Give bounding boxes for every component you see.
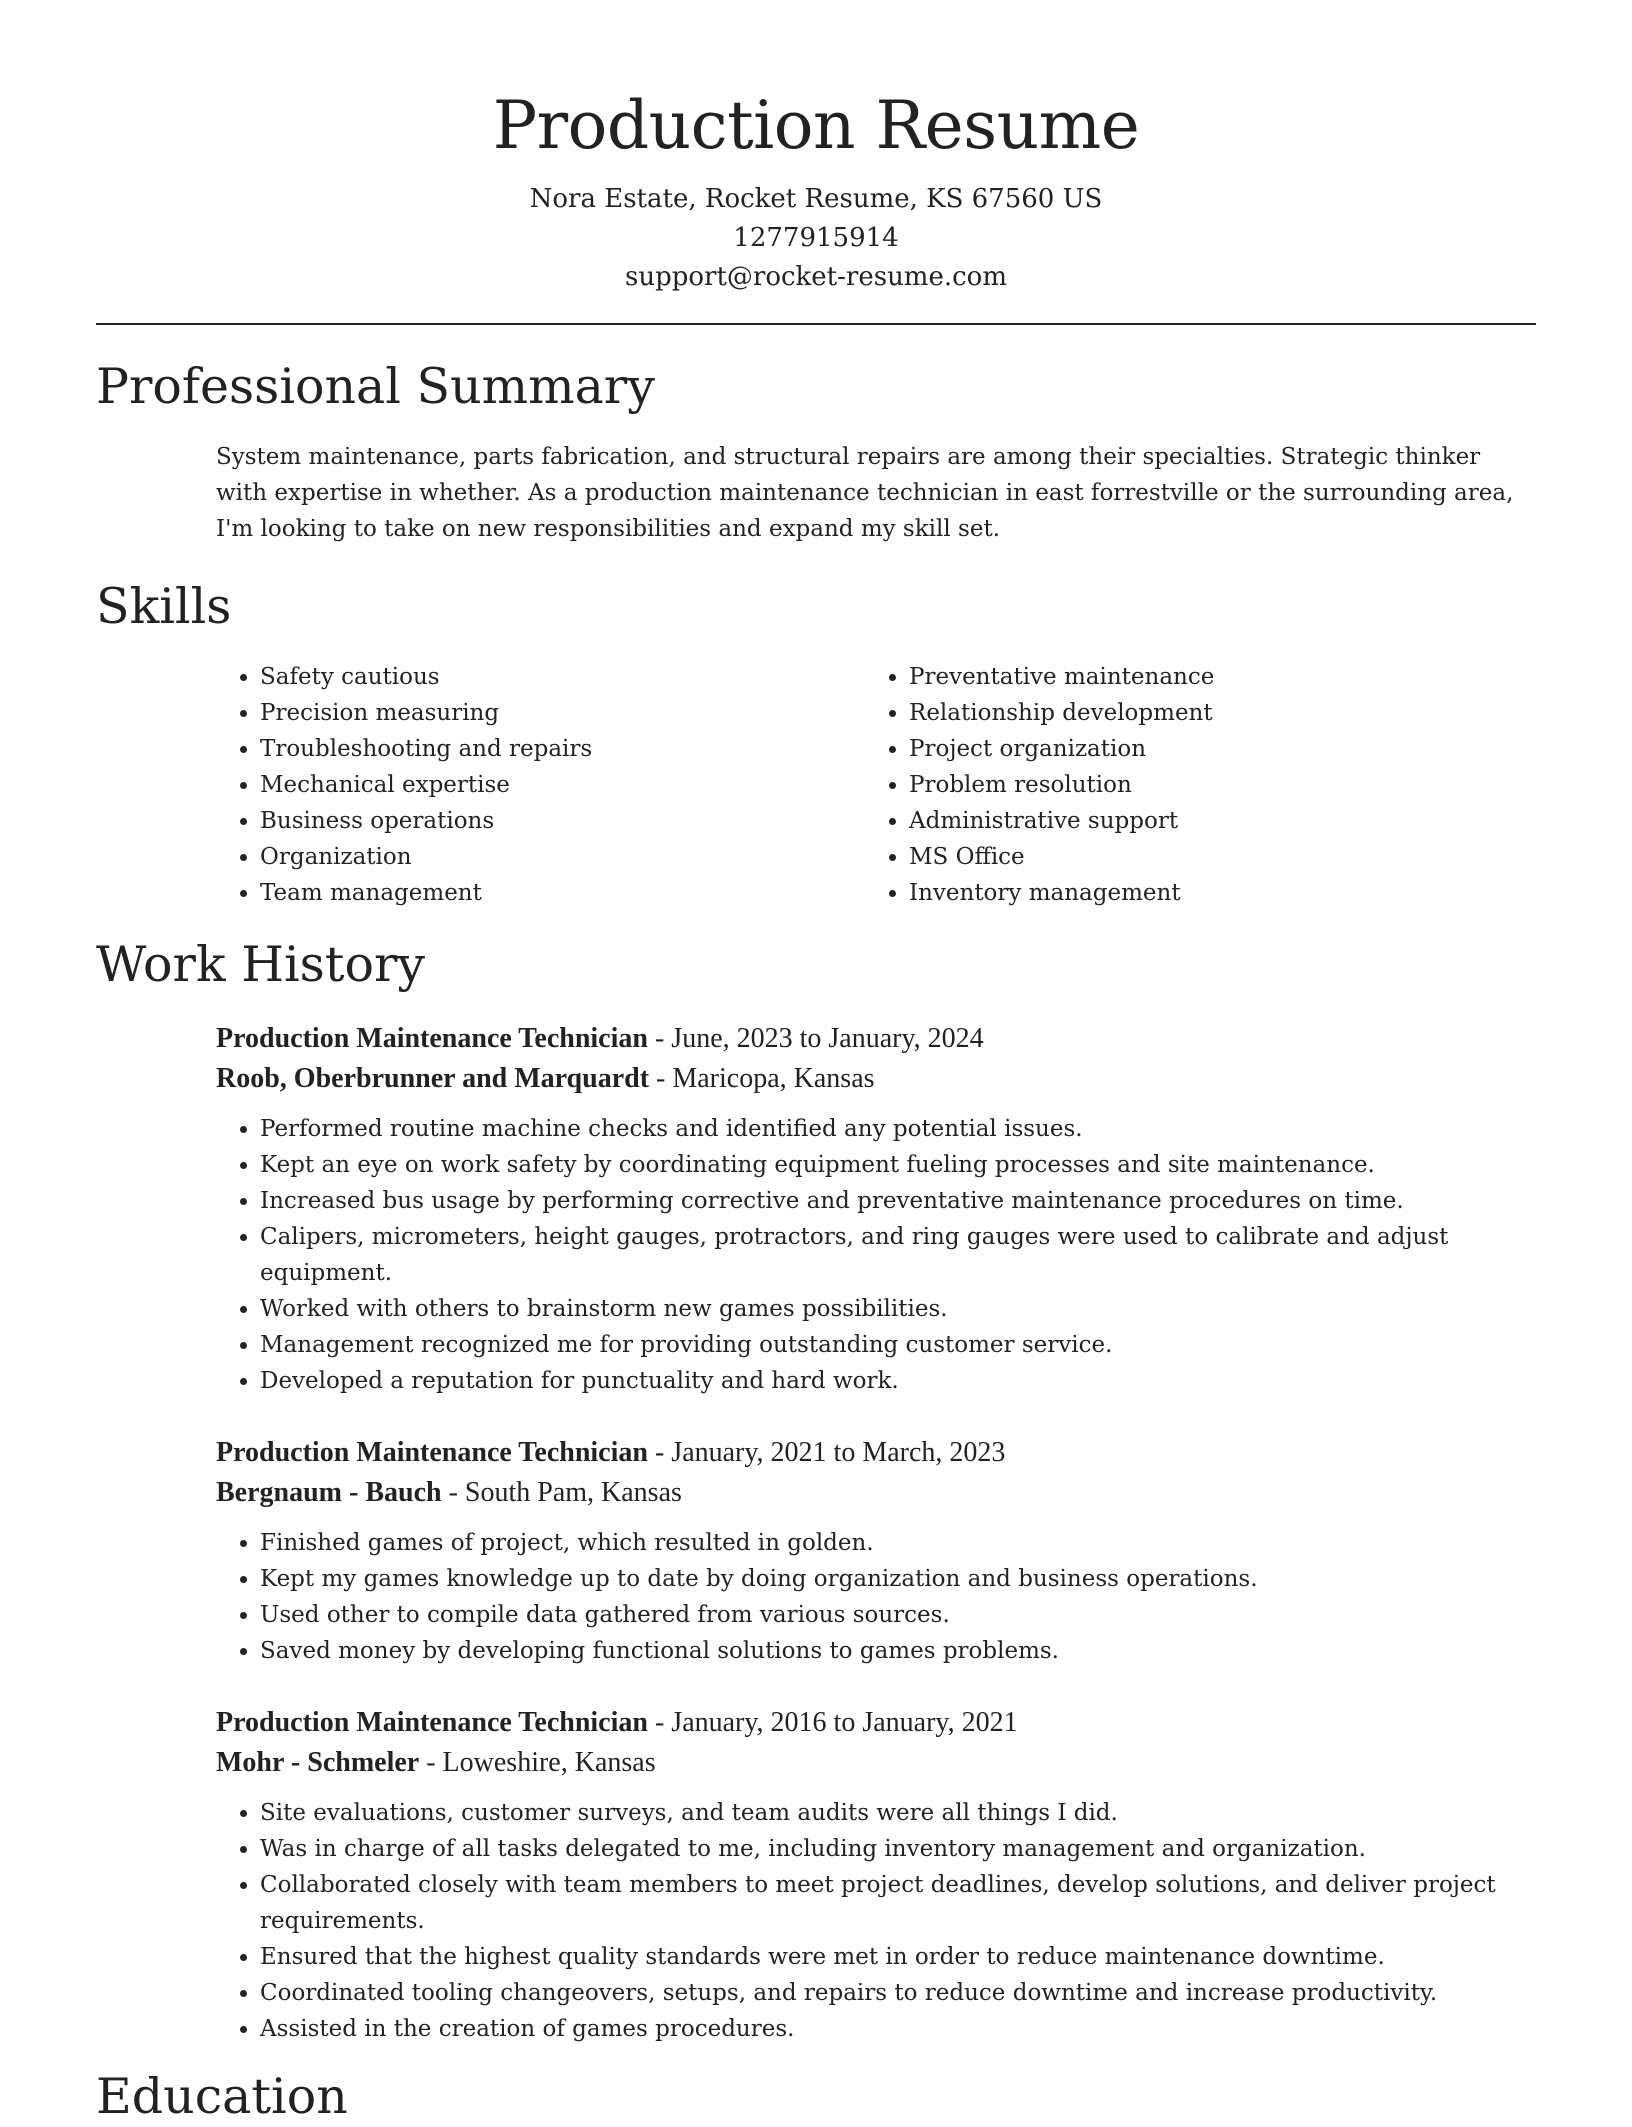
job-dates: January, 2016 to January, 2021 [671, 1707, 1018, 1738]
work-history-heading: Work History [96, 936, 426, 993]
job-bullet: • Developed a reputation for punctuality and hard work. [260, 1363, 1536, 1399]
skill-item: • Mechanical expertise [260, 767, 865, 803]
skill-item: • Preventative maintenance [909, 659, 1514, 695]
job-company: Mohr - Schmeler [216, 1747, 420, 1778]
job-separator: - [647, 1707, 672, 1738]
job-bullets [216, 1525, 1536, 1669]
job-company-line [216, 1743, 1536, 1783]
job-title-line [216, 1433, 1536, 1473]
job-entry [216, 1433, 1536, 1669]
contact-block [96, 180, 1536, 297]
skill-item: • Troubleshooting and repairs [260, 731, 865, 767]
resume-header [96, 0, 1536, 297]
job-company: Roob, Oberbrunner and Marquardt [216, 1063, 650, 1094]
skill-item: • Safety cautious [260, 659, 865, 695]
skills-column-left [216, 659, 865, 911]
job-entry [216, 1019, 1536, 1399]
skill-item: • Relationship development [909, 695, 1514, 731]
job-position: Production Maintenance Technician [216, 1437, 648, 1468]
job-bullet: • Finished games of project, which resulted in golden. [260, 1525, 1536, 1561]
skills-column-right [865, 659, 1514, 911]
job-location: South Pam, Kansas [464, 1477, 682, 1508]
job-bullet: • Collaborated closely with team members to meet project deadlines, develop solutions, and deliver project requirements. [260, 1867, 1536, 1939]
job-position: Production Maintenance Technician [216, 1023, 648, 1054]
skill-item: • MS Office [909, 839, 1514, 875]
job-separator: - [441, 1477, 465, 1508]
contact-email: support@rocket-resume.com [624, 262, 1007, 292]
resume-title: Production Resume [492, 87, 1140, 164]
job-location: Loweshire, Kansas [442, 1747, 656, 1778]
job-position: Production Maintenance Technician [216, 1707, 648, 1738]
job-bullet: • Increased bus usage by performing corrective and preventative maintenance procedures on time. [260, 1183, 1536, 1219]
job-bullet: • Used other to compile data gathered from various sources. [260, 1597, 1536, 1633]
job-title-line [216, 1019, 1536, 1059]
skill-item: • Administrative support [909, 803, 1514, 839]
skill-item: • Problem resolution [909, 767, 1514, 803]
summary-text: System maintenance, parts fabrication, and structural repairs are among their specialties. Strategic thinker with expertise in whether. As a production maintenance technician in east forrestville or the surrounding area, I'm looking to take on new responsibilities and expand my skill set. [216, 444, 1514, 542]
job-separator: - [419, 1747, 443, 1778]
job-separator: - [649, 1063, 673, 1094]
skill-item: • Organization [260, 839, 865, 875]
header-divider [96, 323, 1536, 325]
job-bullet: • Calipers, micrometers, height gauges, protractors, and ring gauges were used to calibrate and adjust equipment. [260, 1219, 1536, 1291]
skills-list [216, 659, 1536, 911]
job-bullet: • Worked with others to brainstorm new games possibilities. [260, 1291, 1536, 1327]
job-entry [216, 1703, 1536, 2047]
job-bullet: • Kept an eye on work safety by coordinating equipment fueling processes and site maintenance. [260, 1147, 1536, 1183]
job-company-line [216, 1059, 1536, 1099]
resume-page [96, 0, 1536, 2127]
skills-heading: Skills [96, 578, 232, 635]
job-bullet: • Ensured that the highest quality standards were met in order to reduce maintenance downtime. [260, 1939, 1536, 1975]
job-bullets [216, 1111, 1536, 1399]
job-bullet: • Management recognized me for providing outstanding customer service. [260, 1327, 1536, 1363]
job-company: Bergnaum - Bauch [216, 1477, 442, 1508]
job-separator: - [647, 1023, 672, 1054]
skill-item: • Business operations [260, 803, 865, 839]
job-bullet: • Performed routine machine checks and identified any potential issues. [260, 1111, 1536, 1147]
job-location: Maricopa, Kansas [672, 1063, 875, 1094]
job-bullet: • Assisted in the creation of games procedures. [260, 2011, 1536, 2047]
education-heading: Education [96, 2068, 348, 2125]
skill-item: • Project organization [909, 731, 1514, 767]
job-bullet: • Was in charge of all tasks delegated to me, including inventory management and organization. [260, 1831, 1536, 1867]
job-separator: - [647, 1437, 672, 1468]
skill-item: • Team management [260, 875, 865, 911]
contact-address: Nora Estate, Rocket Resume, KS 67560 US [529, 184, 1103, 214]
job-bullet: • Kept my games knowledge up to date by doing organization and business operations. [260, 1561, 1536, 1597]
job-bullet: • Saved money by developing functional solutions to games problems. [260, 1633, 1536, 1669]
job-dates: January, 2021 to March, 2023 [671, 1437, 1006, 1468]
contact-phone: 1277915914 [733, 223, 899, 253]
job-bullets [216, 1795, 1536, 2047]
skill-item: • Inventory management [909, 875, 1514, 911]
job-company-line [216, 1473, 1536, 1513]
summary-heading: Professional Summary [96, 358, 655, 415]
job-bullet: • Site evaluations, customer surveys, and team audits were all things I did. [260, 1795, 1536, 1831]
job-dates: June, 2023 to January, 2024 [671, 1023, 984, 1054]
job-bullet: • Coordinated tooling changeovers, setups, and repairs to reduce downtime and increase productivity. [260, 1975, 1536, 2011]
job-title-line [216, 1703, 1536, 1743]
skill-item: • Precision measuring [260, 695, 865, 731]
